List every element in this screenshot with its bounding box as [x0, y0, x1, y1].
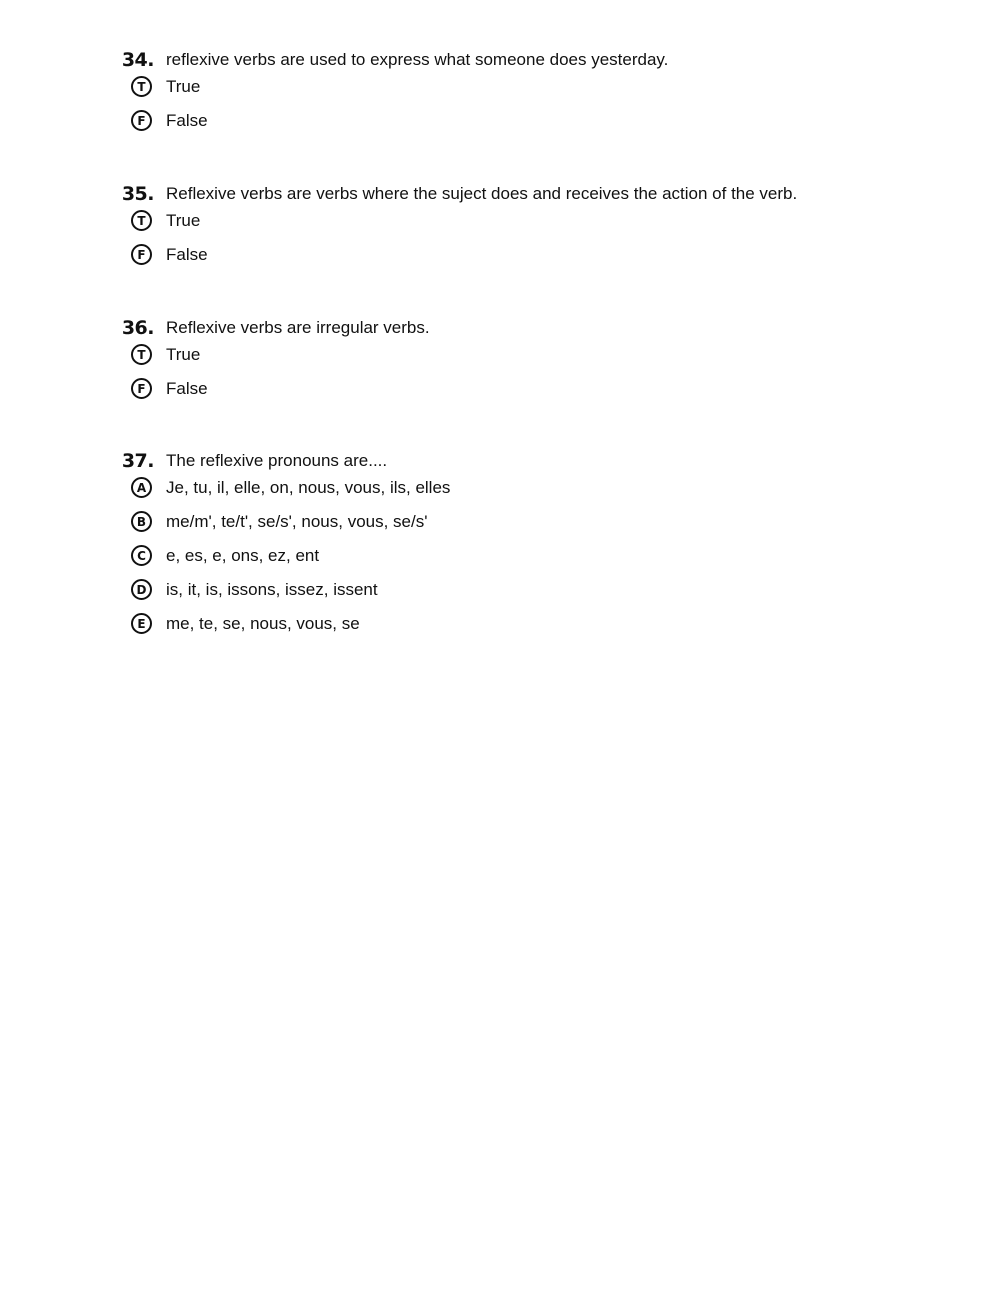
option-false[interactable] [0, 110, 1000, 144]
question-35 [0, 182, 1000, 278]
option-label: False [166, 111, 208, 130]
option-label: True [166, 77, 201, 96]
question-number: 37. [121, 450, 154, 472]
option-b[interactable] [0, 511, 1000, 545]
option-label: Je, tu, il, elle, on, nous, vous, ils, elles [166, 478, 451, 497]
question-header [0, 182, 1000, 210]
question-text: reflexive verbs are used to express what someone does yesterday. [166, 50, 669, 69]
question-36 [0, 316, 1000, 412]
option-false[interactable] [0, 244, 1000, 278]
option-label: me/m', te/t', se/s', nous, vous, se/s' [166, 512, 428, 531]
option-label: False [166, 245, 208, 264]
answer-bubble[interactable]: T [131, 344, 152, 365]
question-header [0, 449, 1000, 477]
question-text: Reflexive verbs are verbs where the suject does and receives the action of the verb. [166, 184, 798, 203]
option-e[interactable] [0, 613, 1000, 647]
question-number: 34. [121, 49, 154, 71]
question-37 [0, 449, 1000, 647]
answer-bubble[interactable]: B [131, 511, 152, 532]
option-true[interactable] [0, 344, 1000, 378]
answer-options [0, 344, 1000, 412]
answer-bubble[interactable]: A [131, 477, 152, 498]
answer-bubble[interactable]: T [131, 76, 152, 97]
answer-options [0, 477, 1000, 647]
answer-options [0, 76, 1000, 144]
option-label: True [166, 345, 201, 364]
answer-options [0, 210, 1000, 278]
option-a[interactable] [0, 477, 1000, 511]
question-34 [0, 48, 1000, 144]
answer-bubble[interactable]: F [131, 110, 152, 131]
answer-bubble[interactable]: C [131, 545, 152, 566]
question-text: The reflexive pronouns are.... [166, 451, 388, 470]
answer-bubble[interactable]: E [131, 613, 152, 634]
option-c[interactable] [0, 545, 1000, 579]
answer-bubble[interactable]: T [131, 210, 152, 231]
option-true[interactable] [0, 76, 1000, 110]
option-label: False [166, 379, 208, 398]
question-text: Reflexive verbs are irregular verbs. [166, 318, 430, 337]
question-header [0, 48, 1000, 76]
option-label: me, te, se, nous, vous, se [166, 614, 360, 633]
option-false[interactable] [0, 378, 1000, 412]
question-number: 36. [121, 317, 154, 339]
option-label: e, es, e, ons, ez, ent [166, 546, 320, 565]
answer-bubble[interactable]: F [131, 378, 152, 399]
option-label: is, it, is, issons, issez, issent [166, 580, 378, 599]
answer-bubble[interactable]: D [131, 579, 152, 600]
answer-bubble[interactable]: F [131, 244, 152, 265]
option-label: True [166, 211, 201, 230]
question-number: 35. [121, 183, 154, 205]
question-header [0, 316, 1000, 344]
option-true[interactable] [0, 210, 1000, 244]
option-d[interactable] [0, 579, 1000, 613]
